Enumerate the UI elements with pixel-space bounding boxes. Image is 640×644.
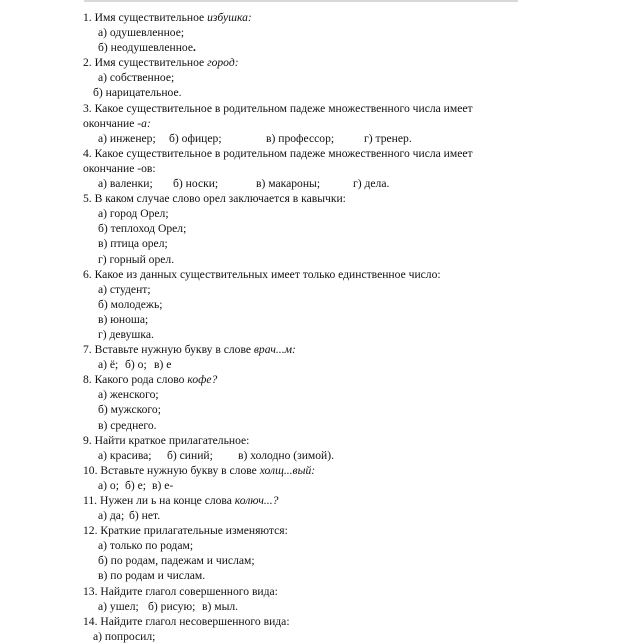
answer-option: а) красива; bbox=[98, 448, 152, 462]
answer-option: б) мужского; bbox=[98, 403, 161, 417]
answer-option: а) собственное; bbox=[98, 71, 175, 85]
answer-option: г) тренер. bbox=[364, 131, 412, 145]
answer-option: б) нарицательное. bbox=[93, 86, 182, 100]
answer-option: а) ё; bbox=[98, 358, 119, 372]
answer-option: г) горный орел. bbox=[98, 252, 175, 266]
answer-option: б) е; bbox=[125, 478, 147, 492]
question-10: 10. Вставьте нужную букву в слове холщ...вый: bbox=[83, 463, 316, 477]
answer-option: б) синий; bbox=[167, 448, 213, 462]
question-14: 14. Найдите глагол несовершенного вида: bbox=[83, 614, 290, 628]
answer-row bbox=[83, 357, 623, 372]
answer-option: б) теплоход Орел; bbox=[98, 222, 187, 236]
answer-row bbox=[83, 448, 623, 463]
answer-option: а) о; bbox=[98, 478, 119, 492]
answer-option: а) попросил; bbox=[93, 629, 156, 643]
answer-option: б) неодушевленное. bbox=[98, 41, 196, 55]
answer-option: а) одушевленное; bbox=[98, 26, 185, 40]
answer-option: а) да; bbox=[98, 509, 125, 523]
question-3-cont: окончание -а: bbox=[83, 116, 151, 130]
question-7: 7. Вставьте нужную букву в слове врач...м: bbox=[83, 343, 296, 357]
answer-row bbox=[83, 176, 623, 191]
answer-option: в) е- bbox=[152, 478, 174, 492]
answer-option: в) холодно (зимой). bbox=[238, 448, 335, 462]
answer-row bbox=[83, 131, 623, 146]
quiz-document bbox=[83, 10, 623, 644]
answer-option: г) девушка. bbox=[98, 327, 154, 341]
answer-row bbox=[83, 508, 623, 523]
answer-option: б) о; bbox=[125, 358, 147, 372]
answer-option: г) дела. bbox=[353, 177, 390, 191]
question-5: 5. В каком случае слово орел заключается в кавычки: bbox=[83, 192, 346, 206]
answer-option: а) студент; bbox=[98, 282, 151, 296]
question-1: 1. Имя существительное избушка: bbox=[83, 11, 252, 24]
question-12: 12. Краткие прилагательные изменяются: bbox=[83, 524, 288, 538]
question-3: 3. Какое существительное в родительном падеже множественного числа имеет bbox=[83, 101, 473, 115]
answer-row bbox=[83, 599, 623, 614]
answer-option: б) по родам, падежам и числам; bbox=[98, 554, 255, 568]
question-6: 6. Какое из данных существительных имеет только единственное число: bbox=[83, 267, 441, 281]
answer-option: в) профессор; bbox=[266, 131, 335, 145]
answer-option: в) среднего. bbox=[98, 418, 157, 432]
answer-option: в) мыл. bbox=[202, 599, 239, 613]
question-4-cont: окончание -ов: bbox=[83, 161, 156, 175]
answer-option: а) инженер; bbox=[98, 131, 156, 145]
answer-option: а) город Орел; bbox=[98, 207, 169, 221]
answer-option: а) валенки; bbox=[98, 177, 153, 191]
answer-option: б) молодежь; bbox=[98, 297, 163, 311]
answer-option: в) юноша; bbox=[98, 312, 149, 326]
answer-option: а) женского; bbox=[98, 388, 159, 402]
question-8: 8. Какого рода слово кофе? bbox=[83, 373, 218, 387]
answer-option: а) ушел; bbox=[98, 599, 139, 613]
question-2: 2. Имя существительное город: bbox=[83, 56, 239, 70]
question-9: 9. Найти краткое прилагательное: bbox=[83, 433, 250, 447]
answer-option: в) по родам и числам. bbox=[98, 569, 206, 583]
answer-option: б) нет. bbox=[129, 509, 161, 523]
question-4: 4. Какое существительное в родительном падеже множественного числа имеет bbox=[83, 146, 473, 160]
answer-option: б) рисую; bbox=[148, 599, 196, 613]
answer-option: б) носки; bbox=[173, 177, 219, 191]
answer-option: в) макароны; bbox=[256, 177, 321, 191]
answer-option: а) только по родам; bbox=[98, 539, 194, 553]
question-11: 11. Нужен ли ь на конце слова колюч...? bbox=[83, 494, 279, 507]
answer-option: в) е bbox=[154, 358, 172, 372]
top-divider bbox=[84, 0, 518, 2]
answer-option: в) птица орел; bbox=[98, 237, 168, 251]
question-13: 13. Найдите глагол совершенного вида: bbox=[83, 584, 278, 598]
answer-row bbox=[83, 478, 623, 493]
answer-option: б) офицер; bbox=[169, 131, 222, 145]
